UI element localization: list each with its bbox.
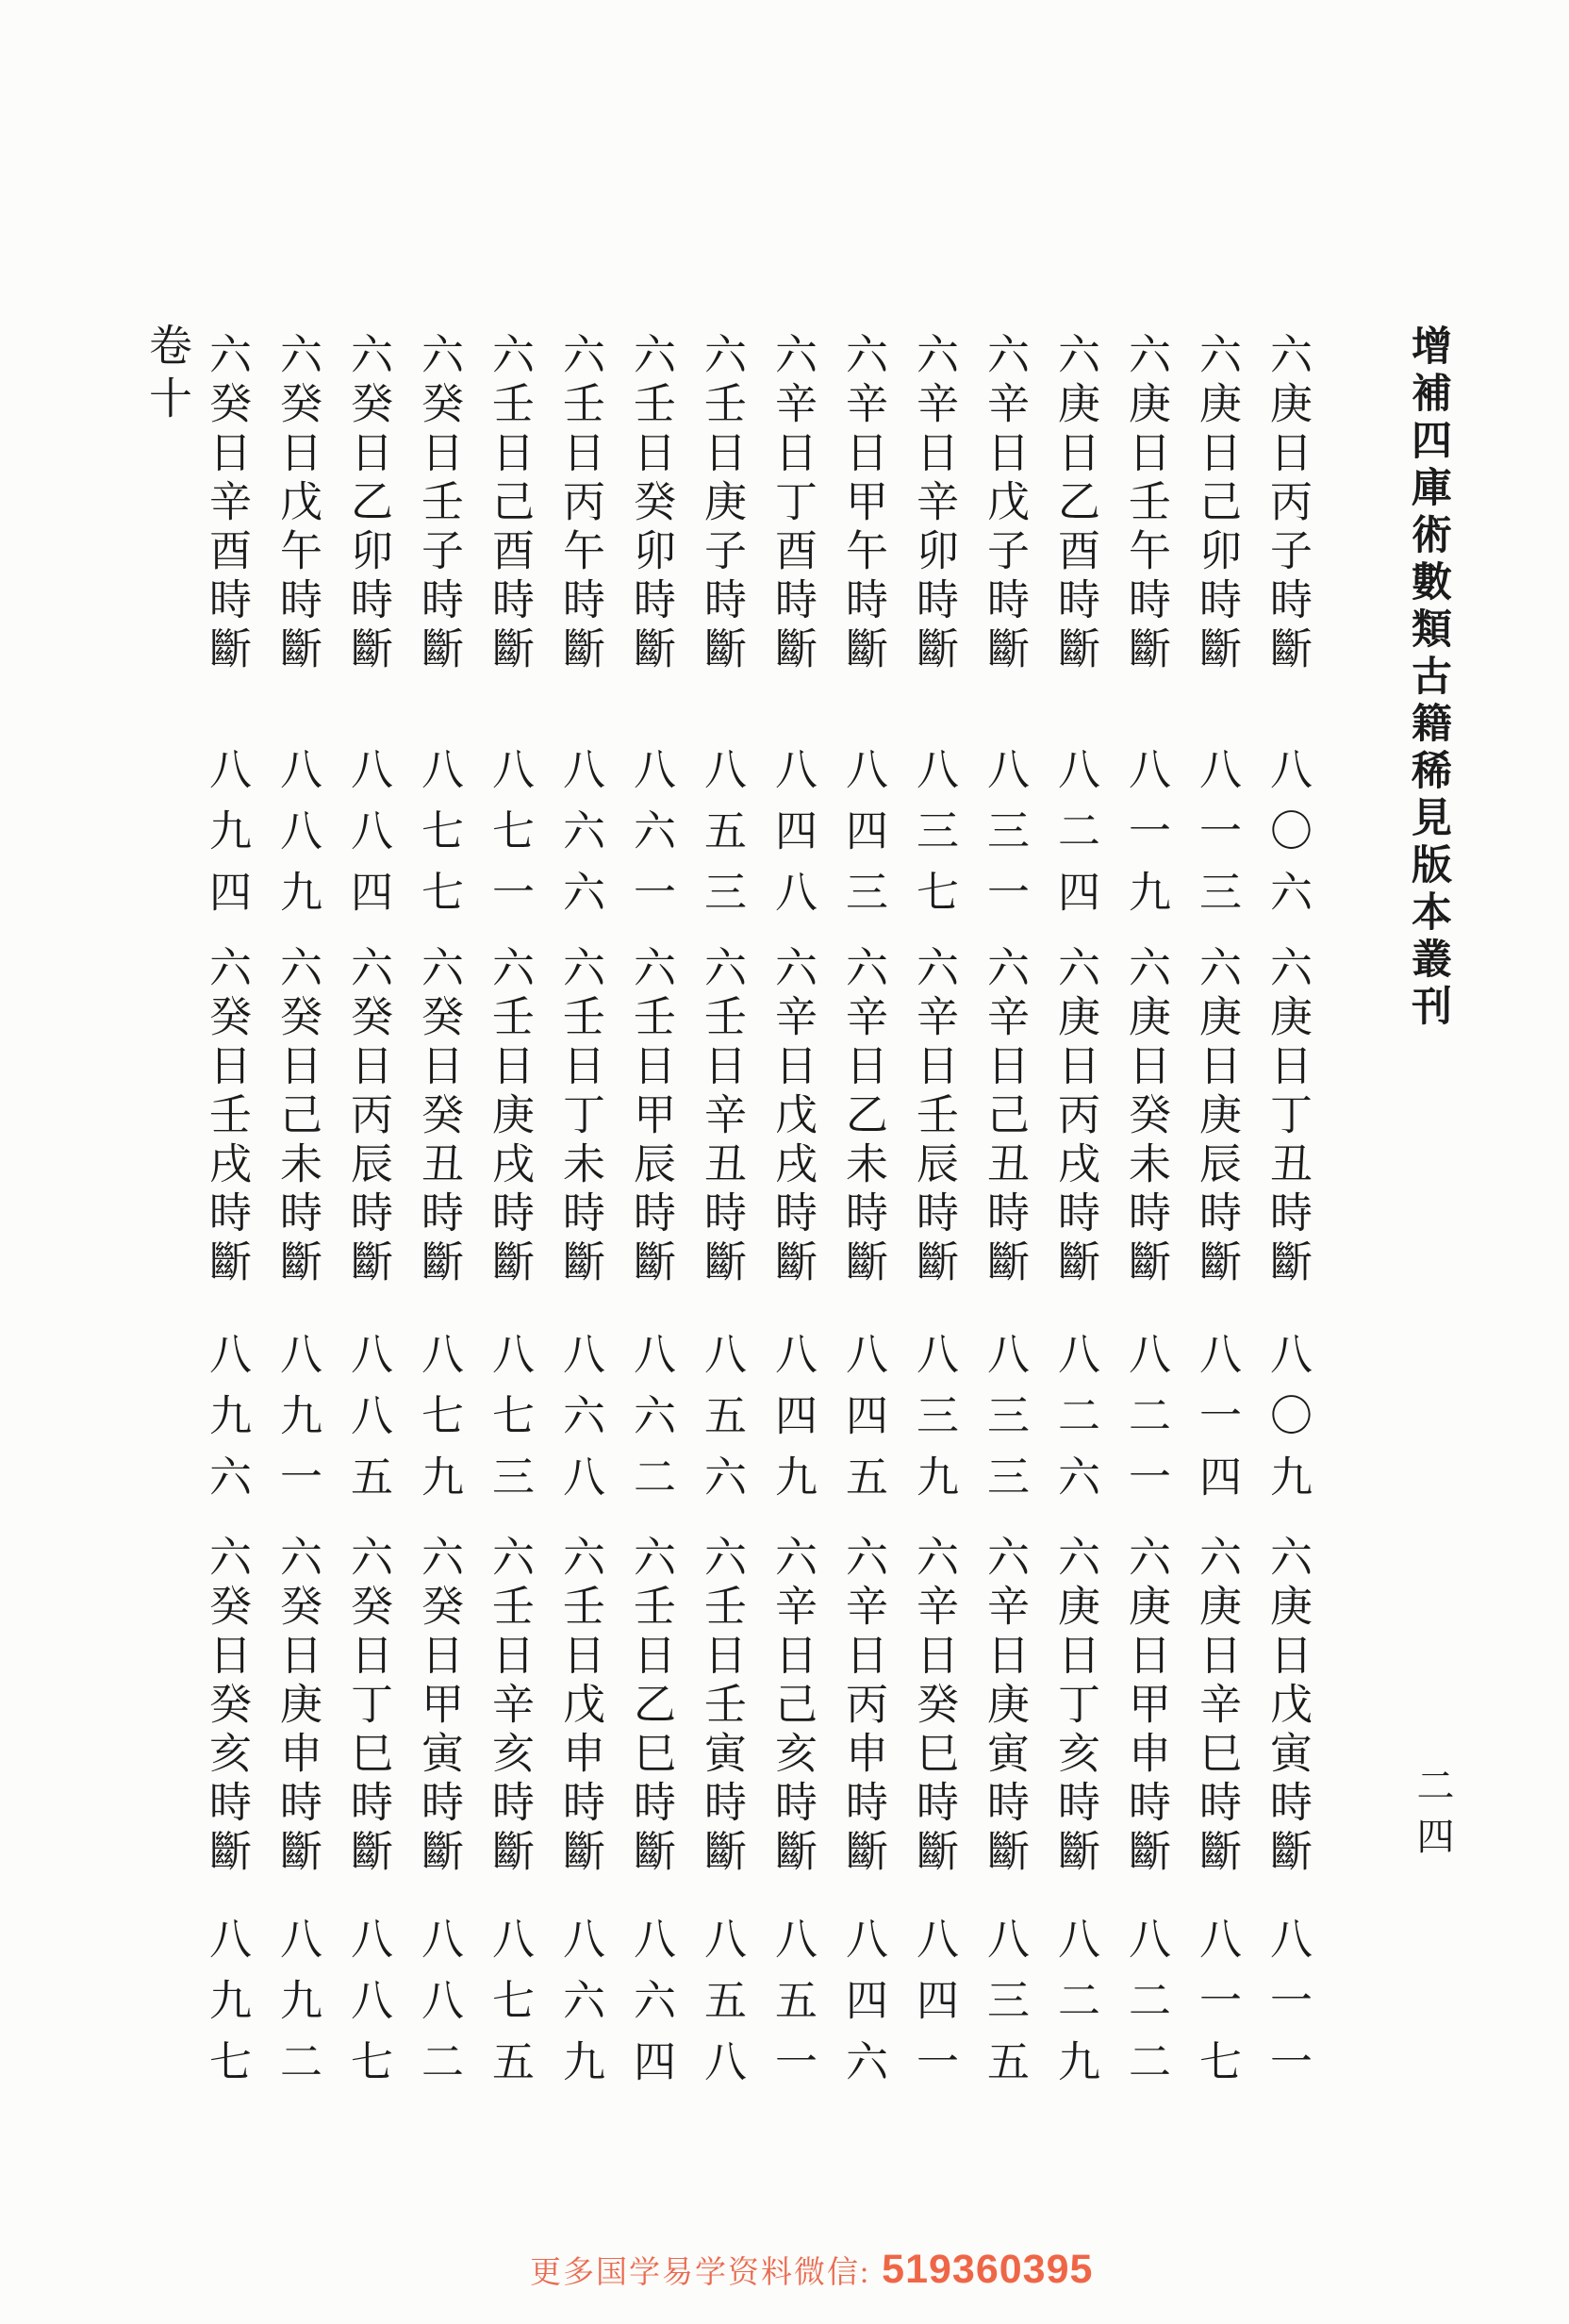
entry-title: 六辛日丁酉時斷: [768, 332, 816, 675]
entry-title: 六庚日癸未時斷: [1122, 945, 1169, 1288]
entry-page-number: 八三三: [981, 1332, 1028, 1516]
folio-page-number: 二四: [1412, 1766, 1454, 1868]
entry-page-number: 八二九: [1051, 1917, 1098, 2100]
entry-title: 六庚日丁丑時斷: [1263, 945, 1311, 1288]
entry-page-number: 八四五: [839, 1332, 886, 1516]
entry-page-number: 八六九: [556, 1917, 603, 2100]
series-title: 增補四庫術數類古籍稀見版本叢刊: [1406, 324, 1450, 1032]
entry-title: 六庚日己卯時斷: [1193, 332, 1240, 675]
entry-page-number: 八四六: [839, 1917, 886, 2100]
entry-page-number: 八九一: [273, 1332, 321, 1516]
entry-page-number: 八六一: [627, 747, 674, 931]
index-column: [1052, 332, 1098, 2105]
entry-title: 六癸日癸丑時斷: [415, 945, 462, 1288]
entry-title: 六辛日癸巳時斷: [910, 1535, 957, 1878]
entry-page-number: 八八二: [415, 1917, 462, 2100]
entry-title: 六壬日甲辰時斷: [627, 945, 674, 1288]
entry-page-number: 八五三: [698, 747, 745, 931]
index-column: [1123, 332, 1168, 2105]
entry-title: 六癸日戊午時斷: [273, 332, 321, 675]
entry-title: 六癸日乙卯時斷: [344, 332, 391, 675]
entry-title: 六癸日辛酉時斷: [203, 332, 250, 675]
entry-page-number: 八七九: [415, 1332, 462, 1516]
entry-title: 六辛日辛卯時斷: [910, 332, 957, 675]
entry-page-number: 八四一: [910, 1917, 957, 2100]
index-column: [487, 332, 532, 2105]
entry-page-number: 八四八: [768, 747, 816, 931]
entry-title: 六壬日丁未時斷: [556, 945, 603, 1288]
index-column: [982, 332, 1027, 2105]
entry-page-number: 八五一: [768, 1917, 816, 2100]
entry-page-number: 八六四: [627, 1917, 674, 2100]
entry-page-number: 八八四: [344, 747, 391, 931]
entry-page-number: 八九六: [203, 1332, 250, 1516]
entry-page-number: 八八五: [344, 1332, 391, 1516]
entry-page-number: 八〇九: [1263, 1332, 1311, 1516]
entry-title: 六壬日壬寅時斷: [698, 1535, 745, 1878]
entry-page-number: 八六二: [627, 1332, 674, 1516]
entry-page-number: 八四三: [839, 747, 886, 931]
entry-page-number: 八二二: [1122, 1917, 1169, 2100]
entry-page-number: 八六六: [556, 747, 603, 931]
entry-title: 六壬日己酉時斷: [486, 332, 533, 675]
entry-title: 六壬日辛丑時斷: [698, 945, 745, 1288]
entry-title: 六壬日癸卯時斷: [627, 332, 674, 675]
entry-title: 六癸日甲寅時斷: [415, 1535, 462, 1878]
entry-page-number: 八八九: [273, 747, 321, 931]
entry-title: 六壬日戊申時斷: [556, 1535, 603, 1878]
entry-title: 六辛日戊子時斷: [981, 332, 1028, 675]
entry-page-number: 八五八: [698, 1917, 745, 2100]
entry-title: 六辛日戊戌時斷: [768, 945, 816, 1288]
entry-title: 六癸日己未時斷: [273, 945, 321, 1288]
entry-page-number: 八三九: [910, 1332, 957, 1516]
entry-page-number: 八四九: [768, 1332, 816, 1516]
entry-title: 六庚日壬午時斷: [1122, 332, 1169, 675]
entry-page-number: 八九四: [203, 747, 250, 931]
entry-title: 六庚日戊寅時斷: [1263, 1535, 1311, 1878]
index-column: [1194, 332, 1239, 2105]
index-columns: [204, 332, 1310, 2105]
entry-page-number: 八一一: [1263, 1917, 1311, 2100]
entry-title: 六庚日庚辰時斷: [1193, 945, 1240, 1288]
entry-title: 六庚日甲申時斷: [1122, 1535, 1169, 1878]
entry-title: 六庚日乙酉時斷: [1051, 332, 1098, 675]
entry-page-number: 八六八: [556, 1332, 603, 1516]
entry-page-number: 八二一: [1122, 1332, 1169, 1516]
index-column: [557, 332, 603, 2105]
entry-page-number: 八九二: [273, 1917, 321, 2100]
entry-page-number: 八七一: [486, 747, 533, 931]
entry-page-number: 八七五: [486, 1917, 533, 2100]
entry-page-number: 八九七: [203, 1917, 250, 2100]
entry-page-number: 八三一: [981, 747, 1028, 931]
entry-title: 六辛日甲午時斷: [839, 332, 886, 675]
entry-page-number: 八五六: [698, 1332, 745, 1516]
index-column: [204, 332, 249, 2105]
entry-page-number: 八二六: [1051, 1332, 1098, 1516]
entry-title: 六癸日癸亥時斷: [203, 1535, 250, 1878]
index-column: [345, 332, 390, 2105]
index-column: [1264, 332, 1310, 2105]
entry-page-number: 八三五: [981, 1917, 1028, 2100]
watermark: [530, 2247, 1093, 2293]
entry-title: 六庚日丙戌時斷: [1051, 945, 1098, 1288]
entry-title: 六癸日丙辰時斷: [344, 945, 391, 1288]
entry-page-number: 八一四: [1193, 1332, 1240, 1516]
entry-title: 六癸日丁巳時斷: [344, 1535, 391, 1878]
entry-page-number: 八一三: [1193, 747, 1240, 931]
entry-title: 六辛日己亥時斷: [768, 1535, 816, 1878]
entry-page-number: 八二四: [1051, 747, 1098, 931]
watermark-number: 519360395: [882, 2247, 1094, 2292]
entry-title: 六庚日辛巳時斷: [1193, 1535, 1240, 1878]
watermark-label: 更多国学易学资料微信:: [530, 2256, 871, 2290]
entry-title: 六庚日丁亥時斷: [1051, 1535, 1098, 1878]
entry-title: 六壬日庚子時斷: [698, 332, 745, 675]
index-column: [628, 332, 673, 2105]
index-column: [274, 332, 320, 2105]
entry-title: 六癸日壬子時斷: [415, 332, 462, 675]
entry-page-number: 八三七: [910, 747, 957, 931]
entry-title: 六庚日丙子時斷: [1263, 332, 1311, 675]
entry-title: 六辛日乙未時斷: [839, 945, 886, 1288]
entry-page-number: 八一九: [1122, 747, 1169, 931]
entry-title: 六辛日壬辰時斷: [910, 945, 957, 1288]
index-column: [911, 332, 956, 2105]
entry-page-number: 八〇六: [1263, 747, 1311, 931]
entry-title: 六壬日乙巳時斷: [627, 1535, 674, 1878]
entry-page-number: 八七七: [415, 747, 462, 931]
entry-title: 六辛日丙申時斷: [839, 1535, 886, 1878]
entry-page-number: 八八七: [344, 1917, 391, 2100]
index-column: [699, 332, 744, 2105]
entry-title: 六癸日壬戌時斷: [203, 945, 250, 1288]
entry-title: 六癸日庚申時斷: [273, 1535, 321, 1878]
entry-title: 六壬日庚戌時斷: [486, 945, 533, 1288]
volume-label: 卷十: [143, 323, 191, 428]
index-column: [769, 332, 815, 2105]
entry-page-number: 八一七: [1193, 1917, 1240, 2100]
index-column: [416, 332, 461, 2105]
entry-title: 六辛日己丑時斷: [981, 945, 1028, 1288]
entry-page-number: 八七三: [486, 1332, 533, 1516]
entry-title: 六壬日丙午時斷: [556, 332, 603, 675]
index-column: [840, 332, 885, 2105]
entry-title: 六辛日庚寅時斷: [981, 1535, 1028, 1878]
entry-title: 六壬日辛亥時斷: [486, 1535, 533, 1878]
